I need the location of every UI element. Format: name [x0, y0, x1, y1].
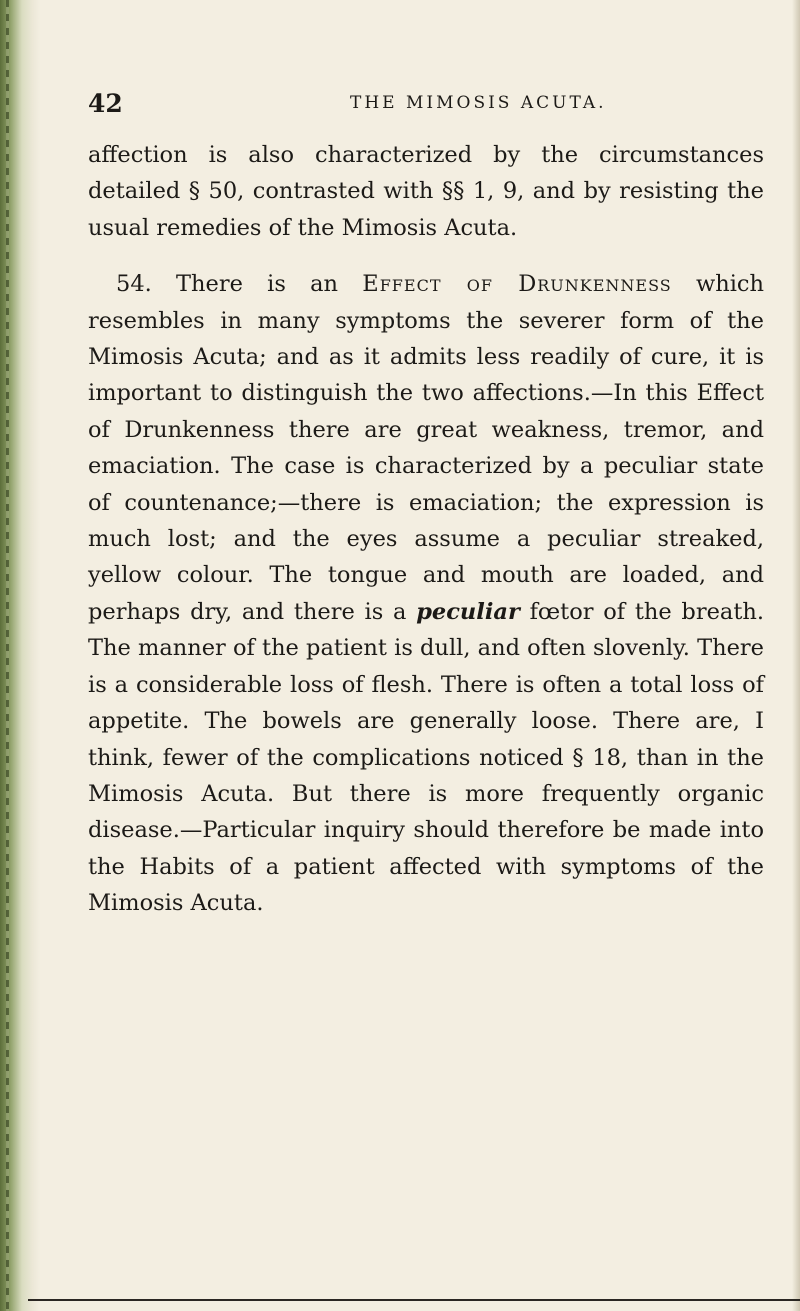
- running-head: [88, 89, 708, 129]
- bottom-edge-line: [28, 1299, 800, 1301]
- page-number: 42: [88, 89, 123, 118]
- paragraph-2-text-b: fœtor of the breath. The manner of the patient is dull, and often slovenly. There is a considerable loss of flesh. There is often a total loss of appetite. The bowels are generally loose. There are, I think, fewer of the complications noticed § 18, than in the Mimosis Acuta. But there is more frequently organic disease.—Particular inquiry should therefore be made into the Habits of a patient affected with symptoms of the Mimosis Acuta.: [88, 598, 765, 917]
- emphasis-peculiar: peculiar: [416, 598, 520, 625]
- book-binding-edge: [0, 0, 40, 1311]
- paragraph-1: affection is also characterized by the circumstances detailed § 50, contrasted with §§ 1, 9, and by resisting the usual remedies of the Mimosis Acuta.: [88, 142, 764, 241]
- section-heading: Effect of Drunkenness: [362, 271, 672, 298]
- page-body: [88, 137, 764, 922]
- section-number: 54. There is an: [116, 271, 339, 298]
- paragraph-2: [88, 266, 764, 921]
- running-title: THE MIMOSIS ACUTA.: [350, 93, 607, 113]
- paragraph-2-text-a: which resembles in many symptoms the severer form of the Mimosis Acuta; and as it admits less readily of cure, it is important to distinguish the two affections.—In this Effect of Drunkenness there are great weakness, tremor, and emaciation. The case is characterized by a peculiar state of countenance;—there is emaciation; the expression is much lost; and the eyes assume a peculiar streaked, yellow colour. The tongue and mouth are loaded, and perhaps dry, and there is a: [88, 271, 765, 625]
- page-right-edge: [792, 0, 800, 1311]
